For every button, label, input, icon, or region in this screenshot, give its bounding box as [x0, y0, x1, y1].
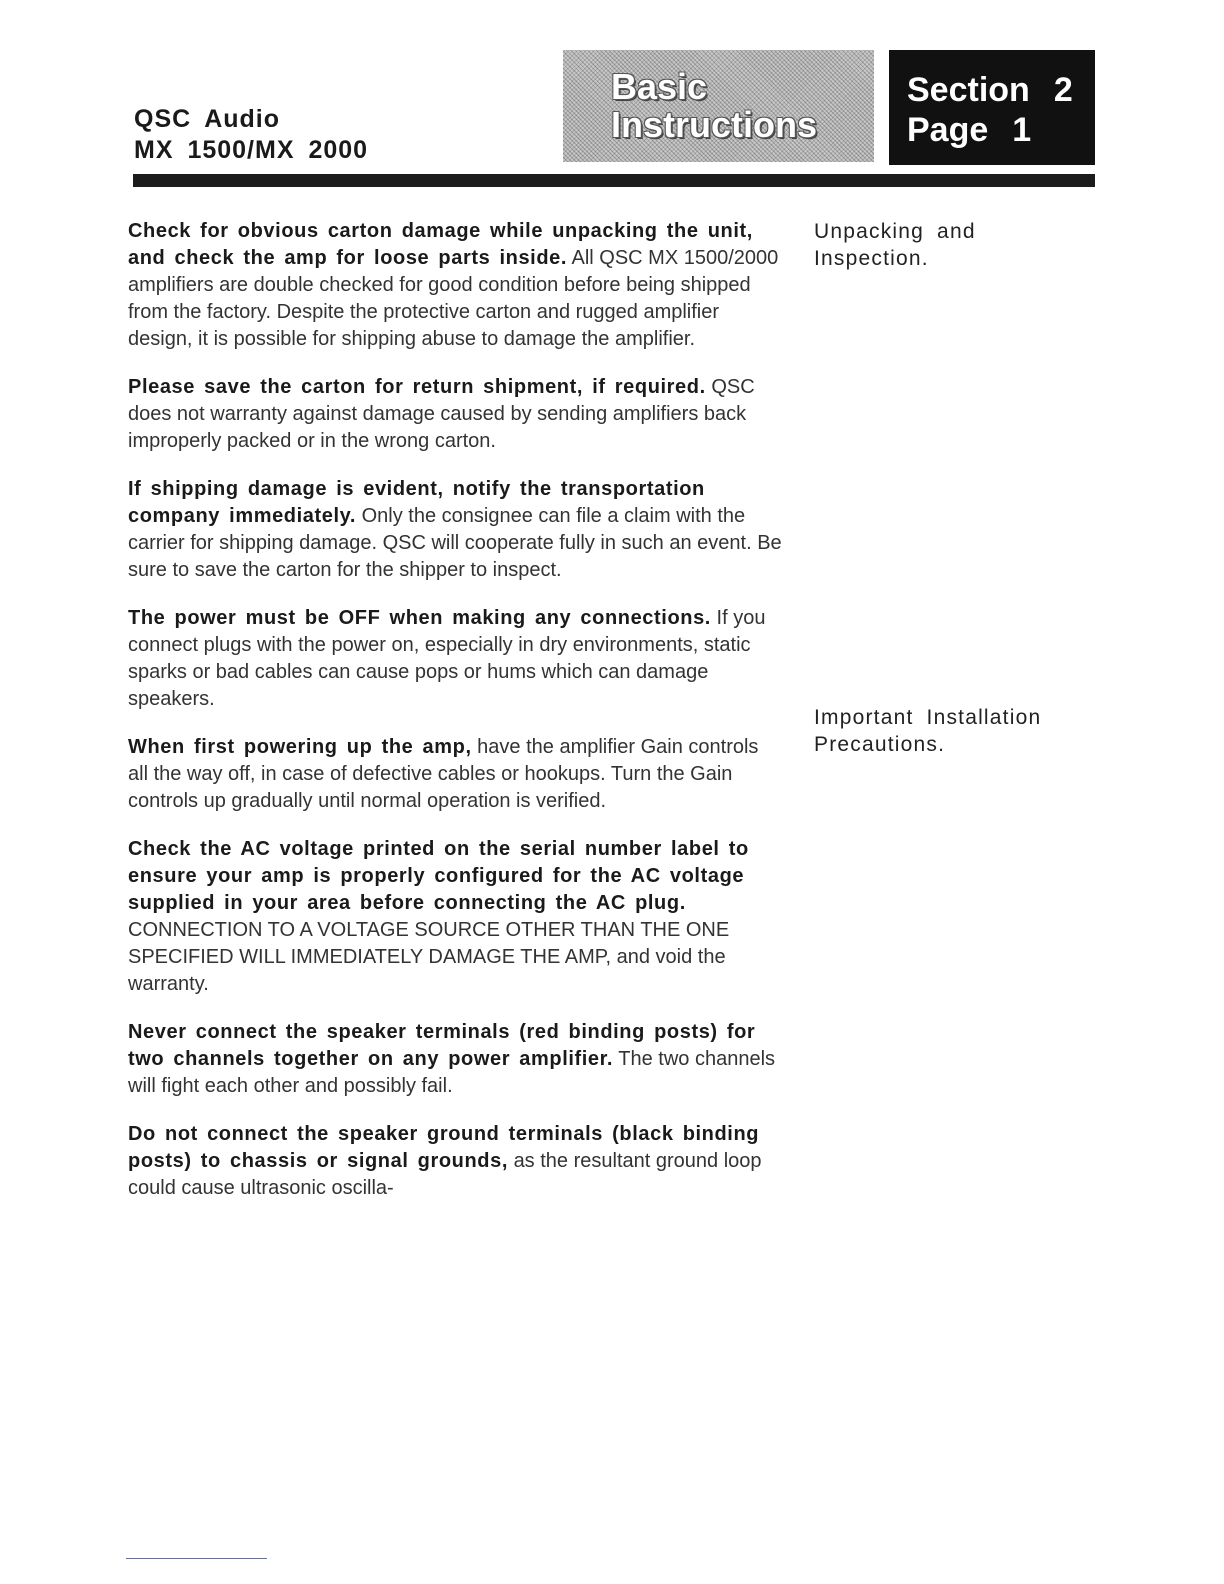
paragraph-speaker-terminals	[128, 1019, 783, 1100]
paragraph-ground-terminals	[128, 1121, 783, 1202]
banner-title-line2: Instructions	[611, 104, 818, 145]
section-page-badge	[889, 50, 1095, 165]
paragraph-lead: When first powering up the amp,	[128, 736, 472, 758]
document-header-brand	[134, 104, 368, 166]
banner-title-line1: Basic	[611, 66, 708, 107]
main-text-column	[128, 218, 783, 1223]
paragraph-body: If you connect plugs with the power on, especially in dry environments, static sparks or bad cables can cause pops or hums which can damage speakers.	[128, 607, 766, 710]
section-indicator	[907, 70, 1095, 110]
company-name: QSC Audio	[134, 105, 281, 133]
paragraph-lead: Never connect the speaker terminals (red binding posts) for two channels together on any power amplifier.	[128, 1021, 756, 1070]
paragraph-ac-voltage	[128, 836, 783, 998]
paragraph-body: as the resultant ground loop could cause ultrasonic oscilla-	[128, 1150, 762, 1199]
section-number: 2	[1053, 71, 1073, 109]
paragraph-lead: If shipping damage is evident, notify the transportation company immediately.	[128, 478, 705, 527]
paragraph-body: All QSC MX 1500/2000 amplifiers are double checked for good condition before being shipped from the factory. Despite the protective carton and rugged amplifier design, it is possible for shipping abuse to damage the amplifier.	[128, 247, 779, 350]
paragraph-lead: Please save the carton for return shipment, if required.	[128, 376, 706, 398]
paragraph-first-power-up	[128, 734, 783, 815]
paragraph-power-off	[128, 605, 783, 713]
basic-instructions-banner	[563, 50, 874, 162]
paragraph-body: QSC does not warranty against damage caused by sending amplifiers back improperly packed or in the wrong carton.	[128, 376, 755, 452]
section-label: Section	[907, 71, 1030, 109]
page-number: 1	[1012, 111, 1032, 149]
paragraph-body: Only the consignee can file a claim with the carrier for shipping damage. QSC will cooperate fully in such an event. Be sure to save the carton for the shipper to inspect.	[128, 505, 782, 581]
paragraph-carton-damage	[128, 218, 783, 353]
paragraph-body: The two channels will fight each other and possibly fail.	[128, 1048, 776, 1097]
paragraph-body: CONNECTION TO A VOLTAGE SOURCE OTHER THAN THE ONE SPECIFIED WILL IMMEDIATELY DAMAGE THE AMP, and void the warranty.	[128, 919, 730, 995]
model-name: MX 1500/MX 2000	[134, 136, 369, 164]
banner-title	[611, 68, 817, 144]
paragraph-shipping-damage	[128, 476, 783, 584]
side-heading-precautions: Important Installation Precautions.	[814, 706, 1042, 756]
paragraph-lead: Check the AC voltage printed on the serial number label to ensure your amp is properly configured for the AC voltage supplied in your area before connecting the AC plug.	[128, 838, 749, 914]
paragraph-lead: Check for obvious carton damage while unpacking the unit, and check the amp for loose parts inside.	[128, 220, 753, 269]
paragraph-save-carton	[128, 374, 783, 455]
side-heading-unpacking: Unpacking and Inspection.	[814, 220, 976, 270]
paragraph-lead: The power must be OFF when making any connections.	[128, 607, 711, 629]
paragraph-lead: Do not connect the speaker ground terminals (black binding posts) to chassis or signal grounds,	[128, 1123, 760, 1172]
page-indicator	[907, 110, 1095, 150]
footnote-rule	[126, 1558, 267, 1559]
header-rule	[133, 174, 1095, 187]
paragraph-body: have the amplifier Gain controls all the way off, in case of defective cables or hookups. Turn the Gain controls up gradually until normal operation is verified.	[128, 736, 759, 812]
page-label: Page	[907, 111, 989, 149]
